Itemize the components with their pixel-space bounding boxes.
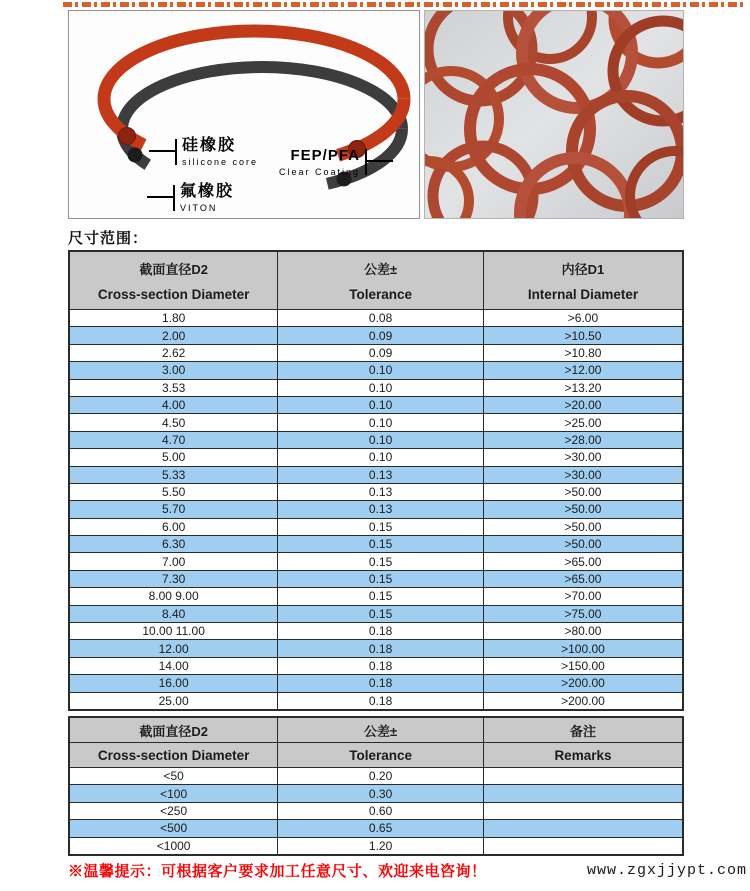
- table-row: [69, 570, 683, 587]
- table-cell: 2.62: [69, 344, 278, 361]
- col-header-cross-section: 截面直径D2: [69, 717, 278, 743]
- table-row: [69, 623, 683, 640]
- table-row: [69, 820, 683, 837]
- table-row: [69, 768, 683, 785]
- table-cell: 4.70: [69, 431, 278, 448]
- leader-line-icon: [149, 137, 177, 167]
- table-cell: >50.00: [483, 483, 683, 500]
- table-cell: >50.00: [483, 501, 683, 518]
- table-cell: 10.00 11.00: [69, 623, 278, 640]
- table-cell: 0.10: [278, 396, 484, 413]
- viton-end-cap: [128, 148, 143, 163]
- table-cell: 7.30: [69, 570, 278, 587]
- table-row: [69, 657, 683, 674]
- silicone-label-en: silicone core: [182, 157, 259, 167]
- table-cell: >65.00: [483, 570, 683, 587]
- table-cell: <250: [69, 802, 278, 819]
- table-cell: 0.15: [278, 518, 484, 535]
- silicone-end-cap: [119, 128, 136, 145]
- table-cell: 3.53: [69, 379, 278, 396]
- table-row: [69, 802, 683, 819]
- table-row: [69, 379, 683, 396]
- table-cell: 0.18: [278, 675, 484, 692]
- table-row: [69, 553, 683, 570]
- table-cell: >28.00: [483, 431, 683, 448]
- table-cell: 0.13: [278, 466, 484, 483]
- table-cell: 8.40: [69, 605, 278, 622]
- table-cell: 0.10: [278, 449, 484, 466]
- table-cell: 5.33: [69, 466, 278, 483]
- table-cell: 16.00: [69, 675, 278, 692]
- table-cell: 0.08: [278, 310, 484, 327]
- size-range-table: [68, 250, 684, 711]
- table-cell: >50.00: [483, 536, 683, 553]
- table-cell: 0.15: [278, 536, 484, 553]
- product-images: [68, 10, 684, 219]
- table-cell: 8.00 9.00: [69, 588, 278, 605]
- table-cell: >13.20: [483, 379, 683, 396]
- footer: [68, 860, 747, 881]
- table-cell: 4.50: [69, 414, 278, 431]
- table-cell: >10.80: [483, 344, 683, 361]
- tolerance-table: [68, 716, 684, 856]
- table-cell: 14.00: [69, 657, 278, 674]
- table-cell: >75.00: [483, 605, 683, 622]
- table-cell: >65.00: [483, 553, 683, 570]
- watermark-url: www.zgxjjypt.com: [586, 862, 747, 879]
- table-row: [69, 518, 683, 535]
- table-cell: 0.10: [278, 431, 484, 448]
- table-cell: >80.00: [483, 623, 683, 640]
- oring-structure-diagram: [68, 10, 420, 219]
- table-row: [69, 449, 683, 466]
- table-row: [69, 396, 683, 413]
- table-cell: 12.00: [69, 640, 278, 657]
- size-range-heading: 尺寸范围：: [68, 230, 149, 247]
- table-cell: 0.10: [278, 362, 484, 379]
- table-cell: 7.00: [69, 553, 278, 570]
- col-header-remarks-en: Remarks: [483, 743, 683, 768]
- table-cell: >6.00: [483, 310, 683, 327]
- col-header-internal-diameter: 内径D1 Internal Diameter: [483, 251, 683, 310]
- table-row: [69, 640, 683, 657]
- table-row: [69, 785, 683, 802]
- table-cell: 5.50: [69, 483, 278, 500]
- table-cell: <100: [69, 785, 278, 802]
- silicone-label-cn: 硅橡胶: [182, 137, 237, 154]
- table-cell: >200.00: [483, 675, 683, 692]
- table-cell: [483, 820, 683, 837]
- table-cell: 0.30: [278, 785, 484, 802]
- table-cell: 0.60: [278, 802, 484, 819]
- table-cell: 0.15: [278, 605, 484, 622]
- table-cell: [483, 785, 683, 802]
- col-header-tolerance-en: Tolerance: [278, 743, 484, 768]
- table-cell: >70.00: [483, 588, 683, 605]
- table-row: [69, 536, 683, 553]
- table-cell: 3.00: [69, 362, 278, 379]
- table-cell: 1.80: [69, 310, 278, 327]
- table-cell: 0.09: [278, 327, 484, 344]
- coating-label-en: Clear Coating: [278, 167, 360, 177]
- table-row: [69, 431, 683, 448]
- viton-label-en: VITON: [180, 203, 218, 213]
- table-row: [69, 344, 683, 361]
- table-cell: 2.00: [69, 327, 278, 344]
- table-cell: 6.00: [69, 518, 278, 535]
- table-cell: <500: [69, 820, 278, 837]
- table-header-row: [69, 251, 683, 310]
- table-cell: <50: [69, 768, 278, 785]
- table-cell: >12.00: [483, 362, 683, 379]
- oring-pile-illustration: [425, 11, 683, 218]
- table-cell: 0.15: [278, 570, 484, 587]
- table-cell: <1000: [69, 837, 278, 855]
- table-cell: [483, 768, 683, 785]
- col-header-tolerance: 公差± Tolerance: [278, 251, 484, 310]
- table-cell: 0.18: [278, 640, 484, 657]
- table-cell: 0.18: [278, 623, 484, 640]
- table-row: [69, 362, 683, 379]
- table-row: [69, 588, 683, 605]
- table-row: [69, 483, 683, 500]
- table-row: [69, 310, 683, 327]
- coating-label-cn: FEP/PFA: [290, 147, 360, 164]
- table-cell: >200.00: [483, 692, 683, 710]
- leader-line-icon: [365, 147, 393, 177]
- table-cell: 25.00: [69, 692, 278, 710]
- table-row: [69, 414, 683, 431]
- table-row: [69, 466, 683, 483]
- table-cell: >100.00: [483, 640, 683, 657]
- table-cell: 0.18: [278, 692, 484, 710]
- table-cell: 5.00: [69, 449, 278, 466]
- table-cell: 0.65: [278, 820, 484, 837]
- table-row: [69, 837, 683, 855]
- oring-rings-illustration: [69, 11, 419, 218]
- table-cell: 1.20: [278, 837, 484, 855]
- viton-label-cn: 氟橡胶: [180, 183, 235, 200]
- table-cell: 5.70: [69, 501, 278, 518]
- table-cell: 0.15: [278, 553, 484, 570]
- table-cell: 6.30: [69, 536, 278, 553]
- table-cell: [483, 837, 683, 855]
- table-header-row-cn: [69, 717, 683, 743]
- table-cell: 0.20: [278, 768, 484, 785]
- oring-pile-photo: [424, 10, 684, 219]
- col-header-cross-section-en: Cross-section Diameter: [69, 743, 278, 768]
- table-cell: 0.15: [278, 588, 484, 605]
- table-cell: >10.50: [483, 327, 683, 344]
- table-cell: >25.00: [483, 414, 683, 431]
- table-row: [69, 501, 683, 518]
- table-header-row-en: [69, 743, 683, 768]
- table-cell: 4.00: [69, 396, 278, 413]
- table-row: [69, 692, 683, 710]
- table-cell: 0.18: [278, 657, 484, 674]
- table-cell: 0.10: [278, 414, 484, 431]
- table-row: [69, 327, 683, 344]
- table-cell: >50.00: [483, 518, 683, 535]
- table-cell: 0.10: [278, 379, 484, 396]
- table-cell: [483, 802, 683, 819]
- col-header-tolerance: 公差±: [278, 717, 484, 743]
- col-header-cross-section: 截面直径D2 Cross-section Diameter: [69, 251, 278, 310]
- table-cell: 0.13: [278, 483, 484, 500]
- table-cell: >30.00: [483, 449, 683, 466]
- table-row: [69, 605, 683, 622]
- table-cell: >30.00: [483, 466, 683, 483]
- tip-text: ※温馨提示：可根据客户要求加工任意尺寸、欢迎来电咨询！: [68, 863, 487, 880]
- top-dashed-divider: [63, 2, 747, 7]
- leader-line-icon: [147, 183, 175, 213]
- col-header-remarks: 备注: [483, 717, 683, 743]
- table-cell: >150.00: [483, 657, 683, 674]
- silicone-core-label: [149, 137, 263, 167]
- table-cell: >20.00: [483, 396, 683, 413]
- table-row: [69, 675, 683, 692]
- viton-label: [147, 183, 239, 213]
- fep-pfa-coating-label: [274, 147, 393, 177]
- table-cell: 0.13: [278, 501, 484, 518]
- table-cell: 0.09: [278, 344, 484, 361]
